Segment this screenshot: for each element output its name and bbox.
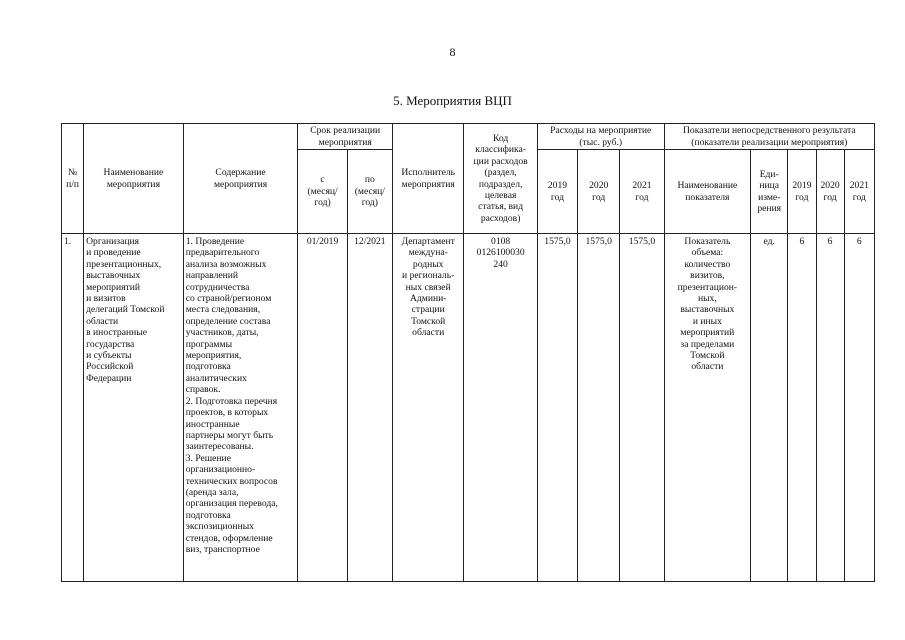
cell-executor: Департамент междуна- родных и региональ- ных связей Админи- страции Томской области: [392, 234, 463, 582]
cell-ind-2019: 6: [788, 234, 816, 582]
header-exp-2020: 2020 год: [578, 150, 620, 234]
cell-exp-2019: 1575,0: [537, 234, 577, 582]
section-title: 5. Мероприятия ВЦП: [393, 93, 512, 108]
cell-period-to: 12/2021: [347, 234, 392, 582]
header-exp-2021: 2021 год: [620, 150, 664, 234]
table-row: [62, 234, 875, 582]
header-name: Наименование мероприятия: [84, 124, 184, 234]
cell-num: 1.: [62, 234, 84, 582]
header-indicator-name: Наименование показателя: [664, 150, 751, 234]
header-period-from: с (месяц/ год): [298, 150, 347, 234]
header-period-to: по (месяц/ год): [347, 150, 392, 234]
cell-period-from: 01/2019: [298, 234, 347, 582]
header-ind-2020: 2020 год: [816, 150, 844, 234]
header-exp-2019: 2019 год: [537, 150, 577, 234]
cell-content: 1. Проведение предварительного анализа возможных направлений сотрудничества со страной/регионом места следования, определение состава участников, даты, программы мероприятия, подготовка аналитических справок. 2. Подготовка перечня проектов, в которых иностранные партнеры могут быть заинтересованы. 3. Решение организационно- технических вопросов (аренда зала, организация перевода, подготовка экспозиционных стендов, оформление виз, транспортное: [183, 234, 298, 582]
header-executor: Исполнитель мероприятия: [392, 124, 463, 234]
cell-indicator-name: Показатель объема: количество визитов, презентацион- ных, выставочных и иных мероприятий за пределами Томской области: [664, 234, 751, 582]
header-expenses: Расходы на мероприятие (тыс. руб.): [537, 124, 664, 150]
cell-ind-2021: 6: [844, 234, 874, 582]
cell-code: 0108 0126100030 240: [464, 234, 537, 582]
cell-ind-2020: 6: [816, 234, 844, 582]
header-period: Срок реализации мероприятия: [298, 124, 393, 150]
header-content: Содержание мероприятия: [183, 124, 298, 234]
cell-exp-2020: 1575,0: [578, 234, 620, 582]
header-indicators: Показатели непосредственного результата (показатели реализации мероприятия): [664, 124, 874, 150]
header-ind-2021: 2021 год: [844, 150, 874, 234]
page-number: 8: [449, 45, 456, 59]
cell-name: Организация и проведение презентационных, выставочных мероприятий и визитов делегаций Томской области в иностранные государства и субъекты Российской Федерации: [84, 234, 184, 582]
header-indicator-unit: Еди- ница изме- рения: [751, 150, 788, 234]
cell-exp-2021: 1575,0: [620, 234, 664, 582]
cell-indicator-unit: ед.: [751, 234, 788, 582]
measures-table: [61, 123, 875, 582]
header-ind-2019: 2019 год: [788, 150, 816, 234]
header-num: № п/п: [62, 124, 84, 234]
header-code: Код классифика- ции расходов (раздел, подраздел, целевая статья, вид расходов): [464, 124, 537, 234]
